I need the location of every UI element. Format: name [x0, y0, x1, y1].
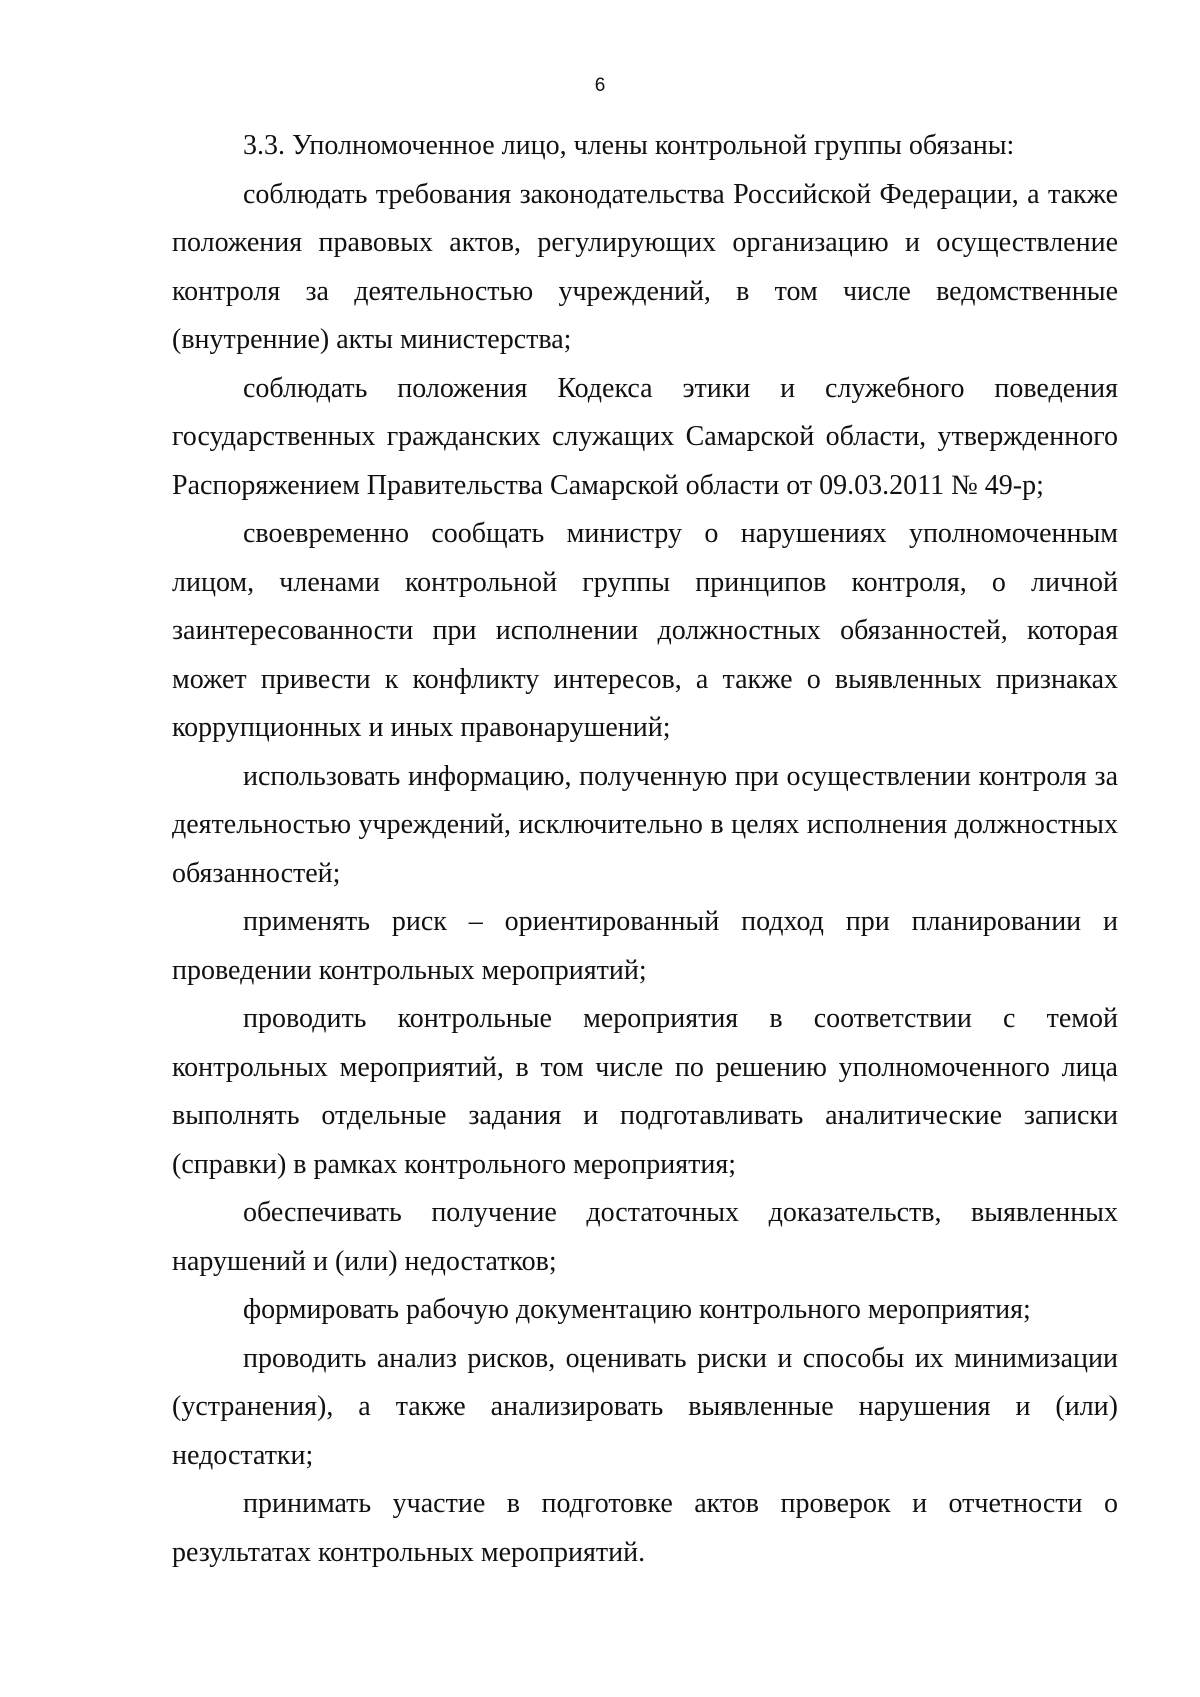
document-body [172, 122, 1118, 1577]
paragraph: принимать участие в подготовке актов проверок и отчетности о результатах контрольных мероприятий. [172, 1488, 1118, 1568]
paragraph: соблюдать положения Кодекса этики и служебного поведения государственных гражданских служащих Самарской области, утвержденного Распоряжением Правительства Самарской области от 09.03.2011 № 49-р; [172, 372, 1118, 501]
paragraph: формировать рабочую документацию контрольного мероприятия; [243, 1294, 1031, 1325]
paragraph-intro: 3.3. Уполномоченное лицо, члены контрольной группы обязаны: [243, 130, 1015, 161]
paragraph: обеспечивать получение достаточных доказательств, выявленных нарушений и (или) недостатков; [172, 1197, 1118, 1277]
paragraph: применять риск – ориентированный подход при планировании и проведении контрольных мероприятий; [172, 906, 1118, 986]
page-number: 6 [594, 75, 606, 96]
paragraph: своевременно сообщать министру о нарушениях уполномоченным лицом, членами контрольной группы принципов контроля, о личной заинтересованности при исполнении должностных обязанностей, которая может привести к конфликту интересов, а также о выявленных признаках коррупционных и иных правонарушений; [172, 518, 1118, 743]
paragraph: проводить анализ рисков, оценивать риски и способы их минимизации (устранения), а также анализировать выявленные нарушения и (или) недостатки; [172, 1342, 1118, 1471]
paragraph: проводить контрольные мероприятия в соответствии с темой контрольных мероприятий, в том числе по решению уполномоченного лица выполнять отдельные задания и подготавливать аналитические записки (справки) в рамках контрольного мероприятия; [172, 1003, 1118, 1180]
paragraph: соблюдать требования законодательства Российской Федерации, а также положения правовых актов, регулирующих организацию и осуществление контроля за деятельностью учреждений, в том числе ведомственные (внутренние) акты министерства; [172, 178, 1118, 355]
paragraph: использовать информацию, полученную при осуществлении контроля за деятельностью учреждений, исключительно в целях исполнения должностных обязанностей; [172, 760, 1118, 889]
